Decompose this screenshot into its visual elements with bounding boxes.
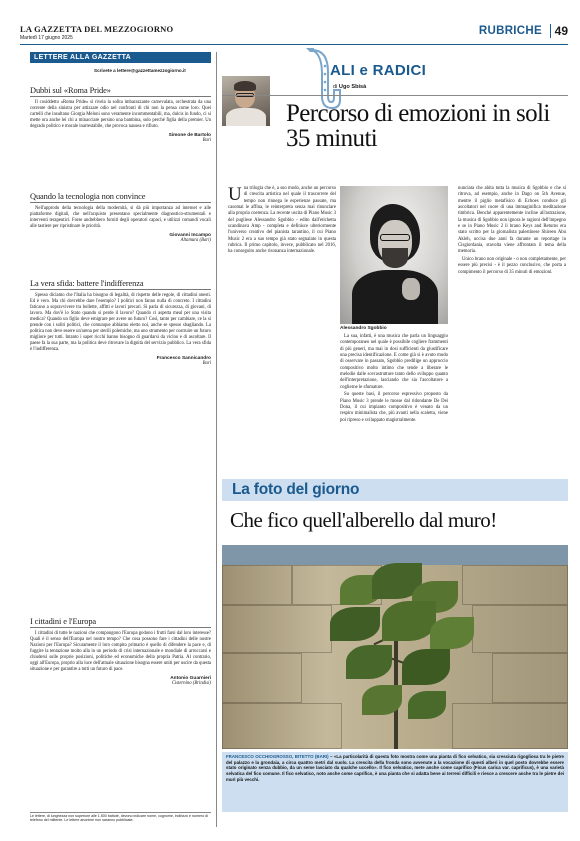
column-author	[333, 84, 366, 90]
article-paragraph: Unico brano non originale - o non completamente, per essere più precisi - è il pezzo conclusivo, che porta a compimento il percorso di 35 minuti di emozioni.	[458, 256, 566, 275]
photo-caption: Alessandro Sgobbio	[340, 326, 387, 331]
letter-title: I cittadini e l'Europa	[30, 617, 211, 628]
letter-title: Dubbi sul «Roma Pride»	[30, 86, 211, 97]
photo-of-day-caption: FRANCESCO OCCHIOGROSSO, BITETTO (BARI) – «La particolarità di questa foto mostra come una pianta di fico selvatico, sia cresciuta rigogliosa tra le pietre del palazzo e la grondaia, a circa quattro metri dal suolo. La crescita della fronda sono avvenute a la vocazione di questi alberi in quel posto dovrebbe essere stato originato senza dubbio, da un seme lasciato da qualche uccello». Il fico selvatico, mete anche come caprifico (Ficus carica var. caprificus), è una varietà selvatica del fico comune. Il fico selvatico, noto anche come caprifico, è una pianta che si adatta bene ai terreni difficili e riesce a crescere anche tra le pietre dei muri più vecchi.	[222, 752, 568, 812]
letter-body: Spesso diciamo che l'Italia ha bisogno di legalità, di rispetto delle regole, di cittadini onesti. Ed è vero. Ma chi dovrebbe dare l'esempio? I politici non fanno nulla di concreto. I cittadini faticano a sopravvivere tra bollette, affitti e lavori precari. Si parla di sicurezza, di giovani, di lavoro. Ma dov'è lo Stato quando si perde il lavoro? Quando ci aspetta meal per una visita medica? Quando un figlio deve emigrare per avere un futuro? Così, tanto per cambiare, ce la si prende con i soliti politici, che comunque abbiamo eletto noi, anche se spesso sbagliando. La politica non deve essere un'arena per sterili polemiche, ma uno strumento per costruire un futuro migliore per tutti. Intanto i saper ricchi hanno bisogno di guardarsi da vicino e di ascoltare. Il paese fa la sua parte, ma la politica deve ritrovare la dignità del servizio pubblico. La vera sfida è l'indifferenza.	[30, 293, 211, 353]
letter-item	[30, 86, 211, 143]
masthead	[20, 24, 568, 45]
photo-of-day-headline: Che fico quell'alberello dal muro!	[230, 508, 497, 532]
article-paragraph: nunciata che abita tutta la musica di Sgobbio e che si ritrova, ad esempio, anche in Dago on 5th Avenue, mentre il piglio metafisico di Echoes conduce gli ascoltatori nel cuore di una immaginifica meditazione timbrica. Benché apparentemente incline all'astrazione, la musica di Sgobbio non ignora le ragioni dell'impegno e se in Piano Music 2 il brano Keys and Returns era stato scritto per la giornalista palestinese Shireen Abu Akleh, uccisa due anni fa durante un reportage in Cisgiordania, stavolta viene affrontato il tema della memoria.	[458, 186, 566, 255]
artist-photo	[340, 186, 448, 324]
author-prefix: di	[333, 84, 339, 90]
letter-item	[30, 617, 211, 686]
column-title: ALI e RADICI	[330, 62, 427, 79]
contact-email-link[interactable]: lettere@gazzettamezzogiorno.it	[117, 68, 186, 73]
article-column-1	[228, 186, 336, 257]
caption-text: «La particolarità di questa foto mostra come una pianta di fico selvatico, sia cresciuta rigogliosa tra le pietre del palazzo e la grondaia, a circa quattro metri dal suolo. La crescita della fronda sono avvenute a la vocazione di questi alberi in quel posto dovrebbe essere stato originato senza dubbio, da un seme lasciato da qualche uccello». Il fico selvatico, mete anche come caprifico (Ficus carica var. caprificus), è una varietà selvatica del fico comune. Il fico selvatico, noto anche come caprifico, è una pianta che si adatta bene ai terreni difficili e riesce a crescere anche tra le pietre dei muri più vecchi.	[226, 754, 564, 782]
letter-city: Bari	[202, 361, 211, 367]
article-paragraph: na trilogia che è, a suo modo, anche un percorso di crescita artistica nel quale il trascorrere del tempo non rinnega le esperienze passate, ma casomai le affina, le reinterpreta senza mai rinunciare alla propria coerenza. La recente uscita di Piano Music 3 del pugliese Alessandro Sgobbio - edito dall'etichetta scandinava Amp - completa e definisce ulteriormente l'universo creativo del pianista tarantino, il cui Piano Music 2 era a suo tempo già stato segnalato in questa rubrica. Il primo capitolo, invece, pubblicato nel 2016, ha conseguito anche risonanza internazionale.	[228, 186, 336, 255]
letter-city: Cisternino (Brindisi)	[171, 681, 211, 687]
letter-city: Altamura (Bari)	[180, 238, 211, 244]
letter-item	[30, 192, 211, 243]
article-paragraph: Su queste basi, il percorso espressivo proposto da Piano Music 3 prende le mosse dal ridondante De Dei Dona, il cui impianto compositivo è venato da un respiro minimalista che, più avanti nella scaletta, viene poi ripreso e sviluppato magistralmente.	[340, 392, 448, 423]
article-paragraph: La sua, infatti, è una musica che parla un linguaggio contemporaneo nel quale è possibile cogliere frammenti di più generi, ma mai in dosi sufficienti da giustificare una precisa identificazione. E come già si è avuto modo di osservare in passato, Sgobbio predilige un approccio compositivo molto intimo che tende a liberare le melodie dalle sovrastrutture tanto dello sviluppo quanto dell'interpretazione, lasciando che sia l'ascoltatore a coglierne le sfumature.	[340, 334, 448, 390]
columnist-photo	[222, 76, 270, 126]
fig-tree-photo	[222, 545, 568, 749]
letter-author: Simone de Bartolo	[168, 133, 211, 139]
letter-city: Bari	[202, 138, 211, 144]
page-number: 49	[550, 24, 568, 38]
article-title: Percorso di emozioni in soli 35 minuti	[286, 100, 550, 152]
section-title: RUBRICHE	[478, 25, 542, 37]
letter-item	[30, 279, 211, 366]
letter-body: Nell'approdo della tecnologia della modernità, si dà più importanza ad internet e alle piattaforme digitali, che nell'acquisto presentano specialmente diagnostico-strumentali e interventi terapeutici. Forse andrebbero forniti degli operatori capaci, e utilizzi comandi vocali alle tastiere per ripristinare le priorità.	[30, 206, 211, 230]
photo-of-day-label: La foto del giorno	[232, 481, 360, 498]
article-column-2	[340, 334, 448, 425]
column-divider	[216, 52, 217, 827]
letter-author: Giovanni Incampo	[169, 233, 211, 239]
letters-banner: LETTERE ALLA GAZZETTA	[30, 52, 211, 63]
drop-cap: U	[228, 184, 242, 205]
header-divider	[222, 95, 568, 96]
author-name: Ugo Sbisà	[338, 84, 367, 90]
letter-author: Francesco Sannicandro	[156, 356, 211, 362]
photo-credit: FRANCESCO OCCHIOGROSSO, BITETTO (BARI)	[226, 754, 329, 759]
letter-title: Quando la tecnologia non convince	[30, 192, 211, 203]
letter-body: I cittadini di tutte le nazioni che compongono l'Europa godono i frutti farsi dal loro interesse? Quali è il senso dell'Europa nel nostro tempo? Che cosa possono fare i cittadini delle nostre Nazioni per l'Europa? Sicuramente il loro compito primario è quello di difendere la pace e, di fuggire la tentazione molto alla in un periodo di crisi internazionale e mondiale di arroccarsi e chiudersi sulle proprie posizioni, politiche ed economiche della propria Patria. Al contrario, oggi all'Europa, proprio alla luce dell'attuale situazione bisogna essere uniti per uscire da questa situazione e per garantire a tutti un futuro di pace.	[30, 631, 211, 673]
article-column-3	[458, 186, 566, 277]
issue-date: Martedì 17 giugno 2025	[20, 35, 73, 41]
letters-contact	[94, 68, 186, 73]
letter-author: Antonio Guarnieri	[170, 676, 211, 682]
newspaper-name: LA GAZZETTA DEL MEZZOGIORNO	[20, 24, 174, 34]
contact-prefix: Scrivete a	[94, 68, 117, 73]
letter-title: La vera sfida: battere l'indifferenza	[30, 279, 211, 290]
letter-body: Il cosiddetto «Roma Pride» si rivela la solita imbarazzante carnevalata, orchestrata da una corrente della sinistra per attizzare odio nel confronti di chi non la pensa come loro. Quei cartelli che insultano Giorgia Meloni sono veramente incommentabili, ma, dulcis in fundo, ci si mette ora anche lei chi a minacciare persino una bambina, solo perché figlia della premier. Un degrado politico e morale inarrestabile, che provoca nausea e rifiuto.	[30, 100, 211, 130]
letters-footer-note: Le lettere, di lunghezza non superiore alle 1.500 battute, devono indicare nome, cognome, indirizzo e numero di telefono del mittente. Le lettere anonime non saranno pubblicate.	[30, 812, 211, 823]
